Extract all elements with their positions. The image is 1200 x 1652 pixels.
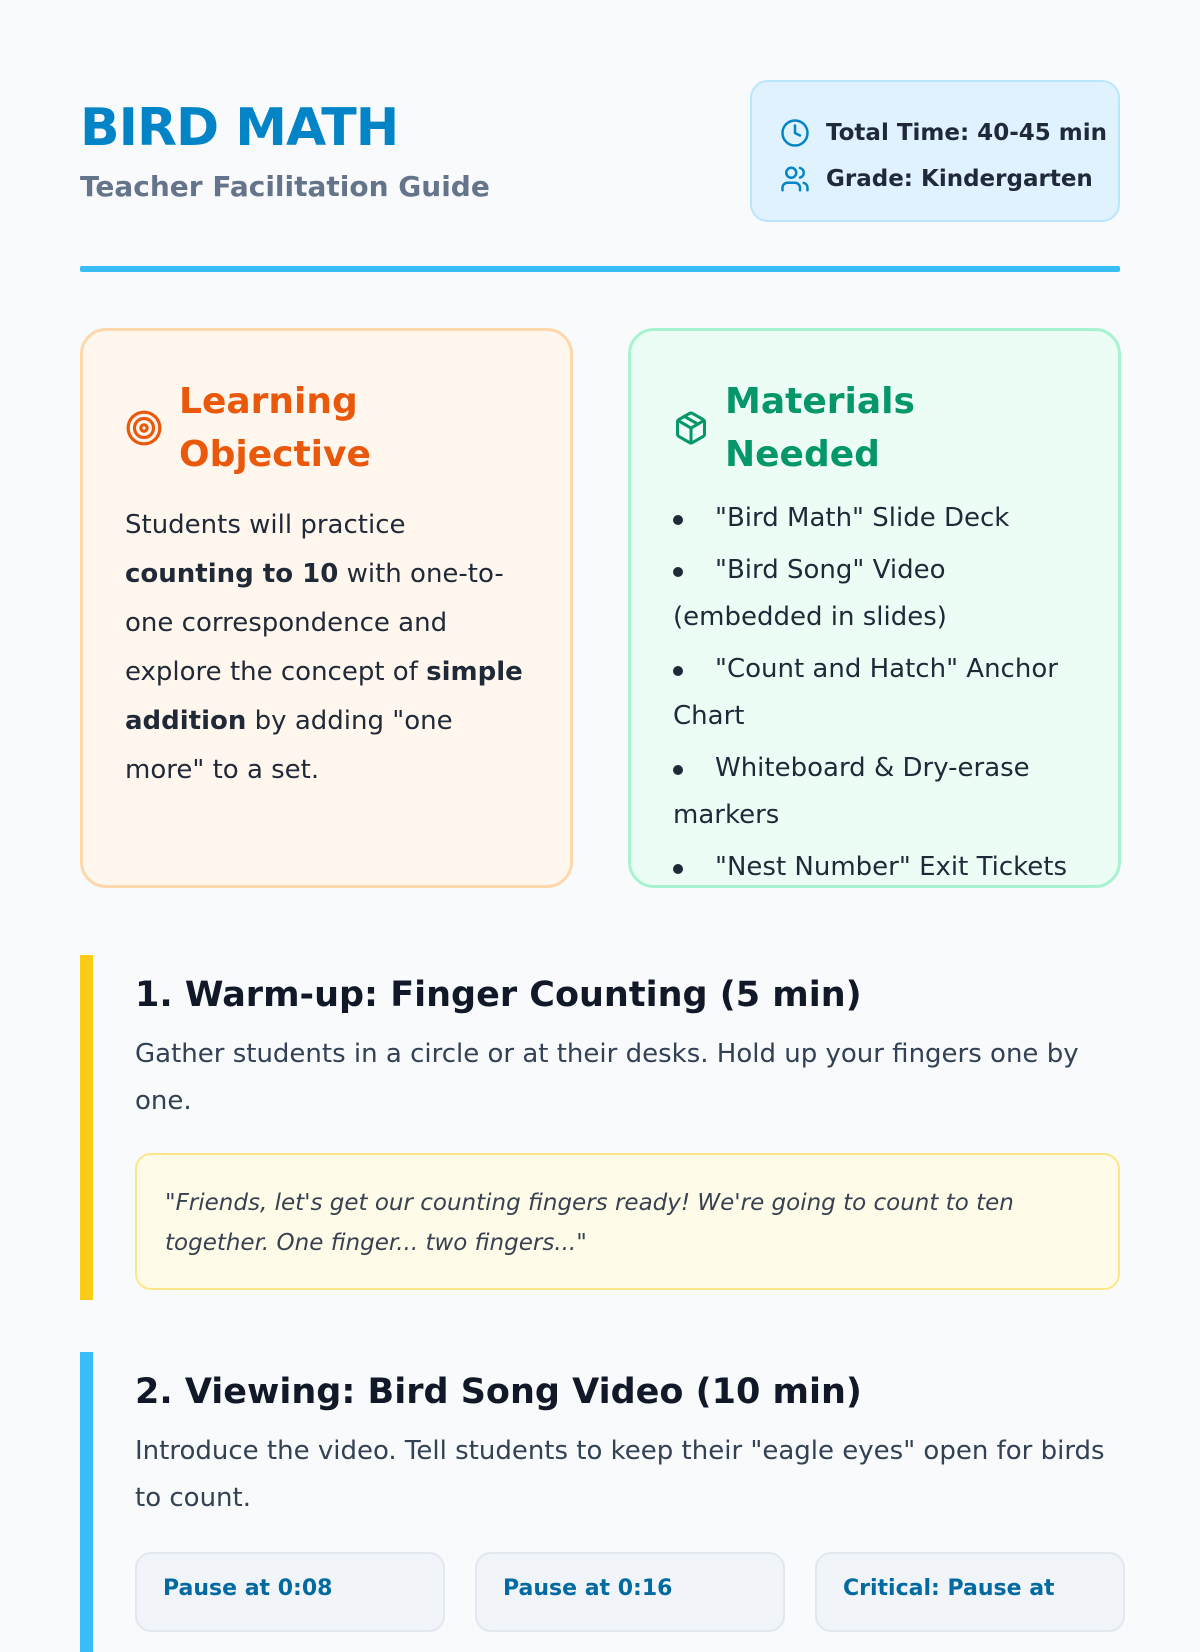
pause-card	[475, 1552, 785, 1632]
objective-emphasis-addition: simple addition	[125, 657, 523, 736]
pause-label: Critical: Pause at	[843, 1576, 1055, 1601]
materials-header	[673, 375, 1076, 481]
viewing-section	[80, 1352, 1120, 1652]
pause-points	[135, 1552, 1125, 1632]
pause-card	[135, 1552, 445, 1632]
learning-objective-card	[80, 328, 573, 888]
materials-item: "Bird Song" Video (embedded in slides)	[673, 547, 1076, 641]
objective-heading: Learning Objective	[179, 381, 371, 475]
viewing-body: Introduce the video. Tell students to keep their "eagle eyes" open for birds to count.	[135, 1436, 1105, 1513]
lesson-meta-box	[750, 80, 1120, 222]
materials-item: Whiteboard & Dry-erase markers	[673, 745, 1076, 839]
page-subtitle: Teacher Facilitation Guide	[80, 170, 490, 203]
warmup-script-quote: "Friends, let's get our counting fingers ready! We're going to count to ten together. One finger... two fingers..."	[135, 1153, 1120, 1290]
target-icon	[125, 409, 163, 447]
page-title: BIRD MATH	[80, 98, 399, 158]
pause-card	[815, 1552, 1125, 1632]
grade-level: Grade: Kindergarten	[826, 166, 1093, 192]
pause-label: Pause at 0:08	[163, 1576, 333, 1601]
users-icon	[780, 164, 810, 194]
materials-item: "Bird Math" Slide Deck	[673, 495, 1076, 542]
header	[80, 80, 1120, 220]
materials-card	[628, 328, 1121, 888]
pause-label: Pause at 0:16	[503, 1576, 673, 1601]
materials-item: "Nest Number" Exit Tickets	[673, 844, 1076, 891]
header-divider	[80, 266, 1120, 272]
viewing-accent-bar	[80, 1352, 93, 1652]
objective-text-part: by adding "one more" to a set.	[125, 706, 453, 785]
viewing-title: 2. Viewing: Bird Song Video (10 min)	[135, 1372, 862, 1412]
objective-text-part: with one-to-one correspondence and explore the concept of	[125, 559, 504, 687]
materials-heading: Materials Needed	[725, 381, 915, 475]
package-icon	[673, 410, 709, 446]
objective-text	[125, 501, 528, 795]
total-time: Total Time: 40-45 min	[826, 120, 1107, 146]
clock-icon	[780, 118, 810, 148]
time-row	[780, 110, 1118, 156]
objective-header	[125, 375, 528, 481]
objective-emphasis-counting: counting to 10	[125, 559, 339, 589]
objective-text-part: Students will practice	[125, 510, 406, 540]
materials-list	[673, 495, 1076, 891]
warmup-section	[80, 955, 1120, 1300]
warmup-title: 1. Warm-up: Finger Counting (5 min)	[135, 975, 862, 1015]
warmup-body: Gather students in a circle or at their desks. Hold up your fingers one by one.	[135, 1039, 1079, 1116]
grade-row	[780, 156, 1118, 202]
warmup-accent-bar	[80, 955, 93, 1300]
materials-item: "Count and Hatch" Anchor Chart	[673, 646, 1076, 740]
